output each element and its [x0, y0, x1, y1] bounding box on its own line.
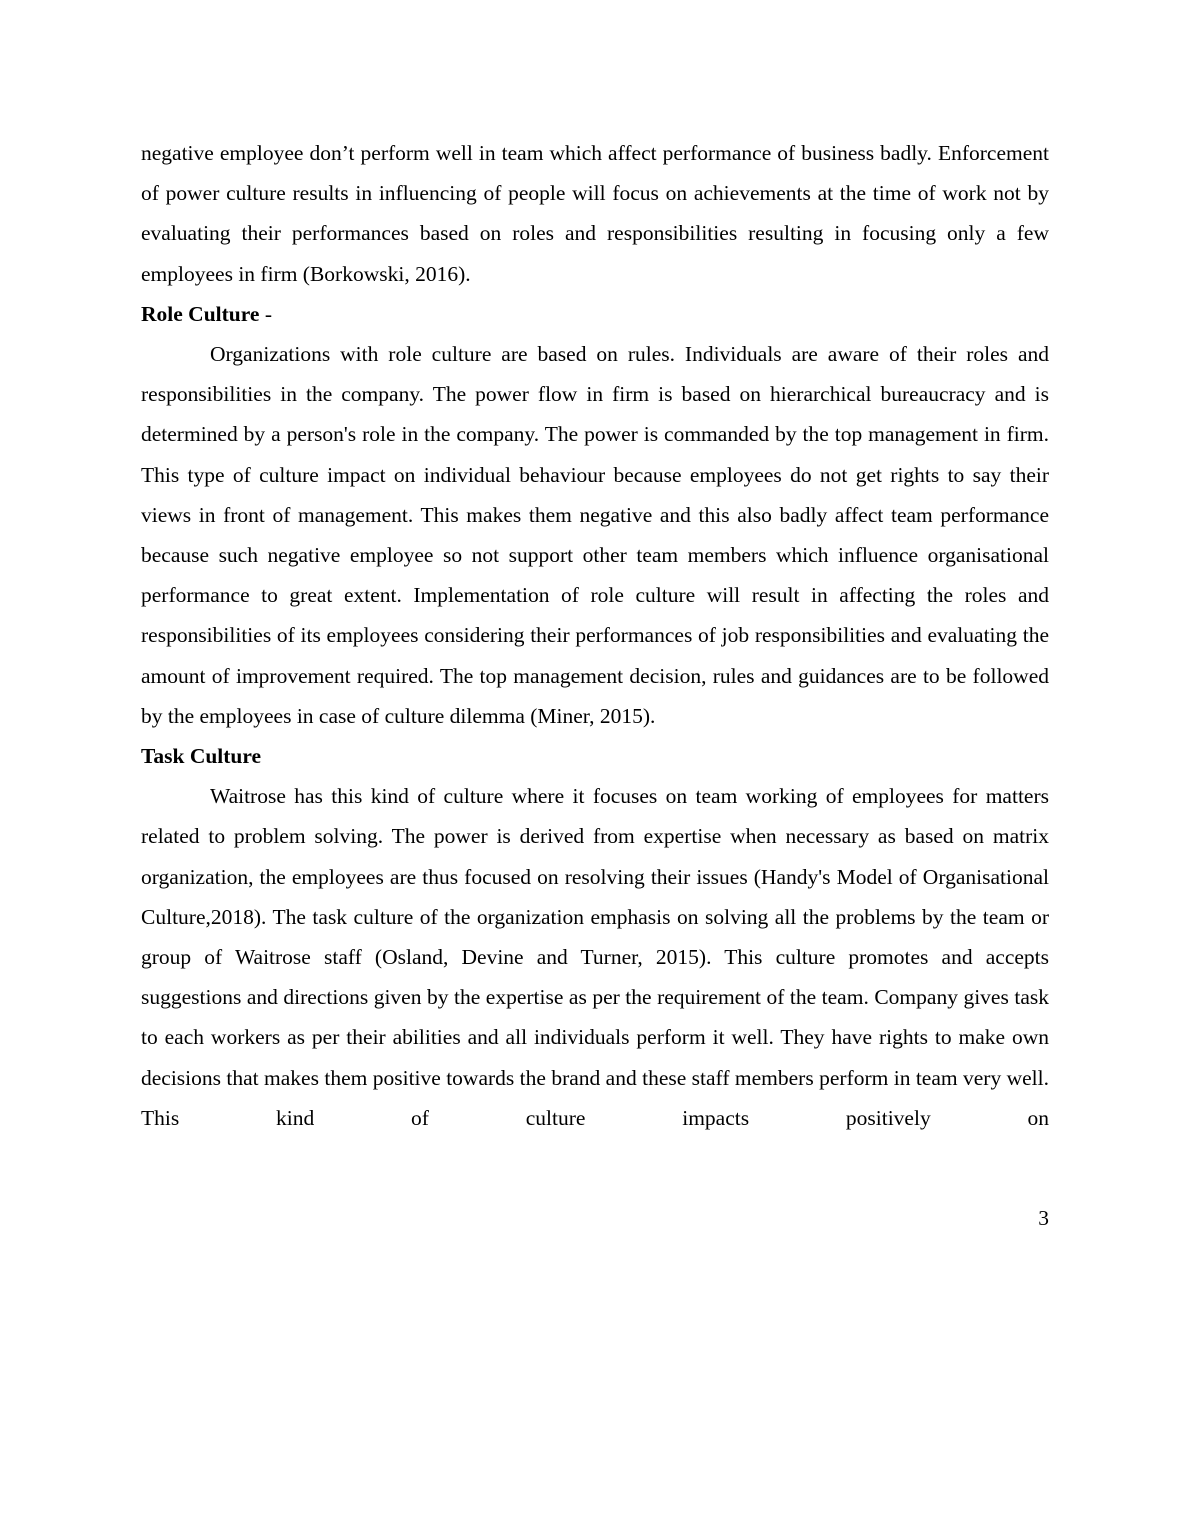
- heading-role-culture-suffix: -: [259, 301, 272, 326]
- paragraph-role-culture: Organizations with role culture are based on rules. Individuals are aware of their roles and responsibilities in the company. The power flow in firm is based on hierarchical bureaucracy and is determined by a person's role in the company. The power is commanded by the top management in firm. This type of culture impact on individual behaviour because employees do not get rights to say their views in front of management. This makes them negative and this also badly affect team performance because such negative employee so not support other team members which influence organisational performance to great extent. Implementation of role culture will result in affecting the roles and responsibilities of its employees considering their performances of job responsibilities and evaluating the amount of improvement required. The top management decision, rules and guidances are to be followed by the employees in case of culture dilemma (Miner, 2015).: [141, 342, 1049, 728]
- heading-role-culture: [141, 294, 1049, 334]
- page-content: [141, 133, 1049, 1138]
- heading-task-culture-text: Task Culture: [141, 744, 262, 769]
- heading-role-culture-text: Role Culture: [141, 301, 260, 326]
- heading-task-culture: [141, 736, 1049, 776]
- page-number: 3: [1038, 1206, 1049, 1230]
- paragraph-task-culture: Waitrose has this kind of culture where it focuses on team working of employees for matters related to problem solving. The power is derived from expertise when necessary as based on matrix organization, the employees are thus focused on resolving their issues (Handy's Model of Organisational Culture,2018). The task culture of the organization emphasis on solving all the problems by the team or group of Waitrose staff (Osland, Devine and Turner, 2015). This culture promotes and accepts suggestions and directions given by the expertise as per the requirement of the team. Company gives task to each workers as per their abilities and all individuals perform it well. They have rights to make own decisions that makes them positive towards the brand and these staff members perform in team very well. This kind of culture impacts positively on: [141, 784, 1049, 1130]
- paragraph-power-culture-continued: negative employee don’t perform well in team which affect performance of business badly. Enforcement of power culture results in influencing of people will focus on achievements at the time of work not by evaluating their performances based on roles and responsibilities resulting in focusing only a few employees in firm (Borkowski, 2016).: [141, 141, 1049, 286]
